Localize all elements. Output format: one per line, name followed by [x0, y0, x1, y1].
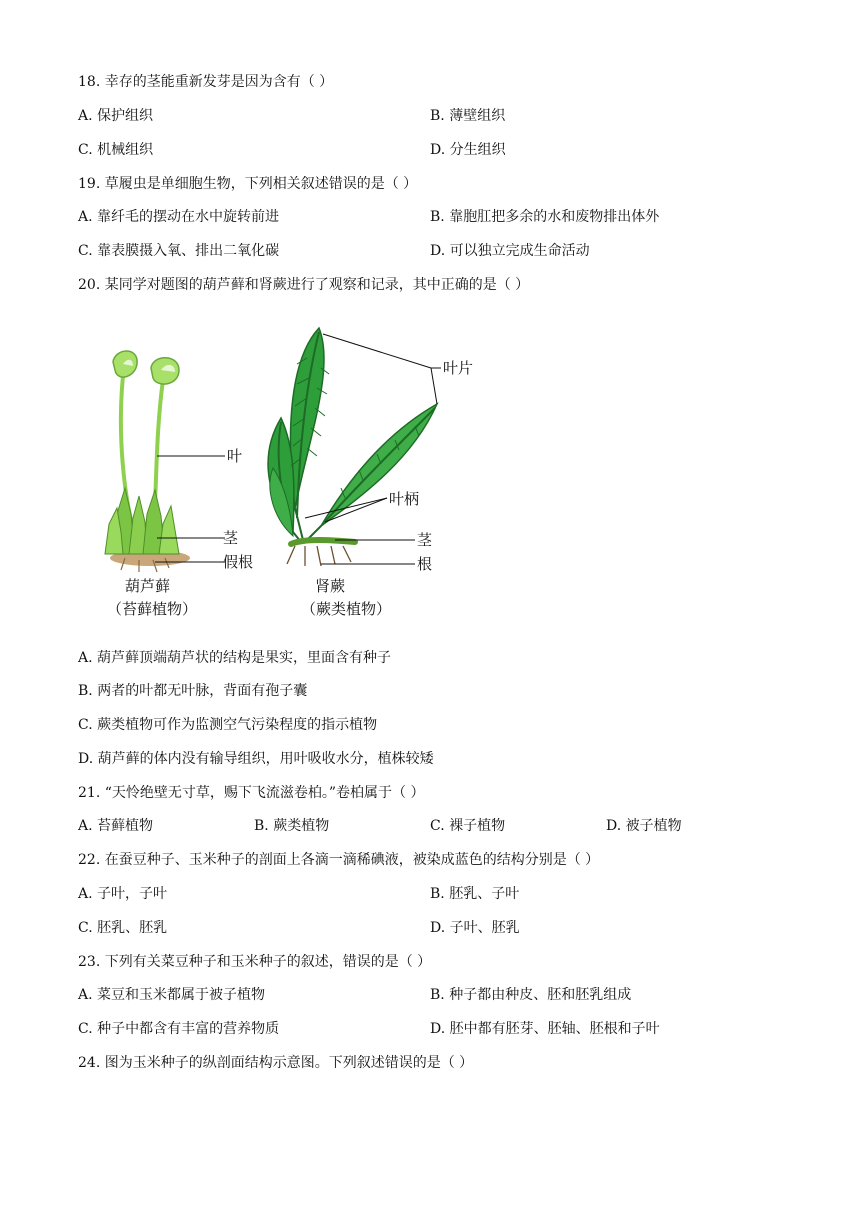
q18-option-a[interactable]: A. 保护组织: [78, 108, 154, 124]
q21-stem: 21. “天怜绝壁无寸草，赐下飞流滋卷柏。”卷柏属于（ ）: [78, 785, 425, 801]
q21-option-b[interactable]: B. 蕨类植物: [254, 818, 330, 834]
q23-option-b[interactable]: B. 种子都由种皮、胚和胚乳组成: [430, 987, 632, 1003]
q19-option-c[interactable]: C. 靠表膜摄入氧、排出二氧化碳: [78, 243, 280, 259]
q21-option-d[interactable]: D. 被子植物: [606, 818, 682, 834]
q18-stem: 18. 幸存的茎能重新发芽是因为含有（ ）: [78, 74, 334, 90]
fern-label-blade: 叶片: [443, 359, 474, 377]
moss-label-rhizoid: 假根: [223, 553, 254, 571]
q20-option-b[interactable]: B. 两者的叶都无叶脉，背面有孢子囊: [78, 683, 308, 699]
q22-option-b[interactable]: B. 胚乳、子叶: [430, 886, 520, 902]
fern-illustration: [268, 328, 437, 566]
q20-option-d[interactable]: D. 葫芦藓的体内没有输导组织，用叶吸收水分，植株较矮: [78, 751, 434, 767]
moss-caption: 葫芦藓: [125, 577, 171, 595]
q20-option-a[interactable]: A. 葫芦藓顶端葫芦状的结构是果实，里面含有种子: [78, 650, 392, 666]
q21-option-c[interactable]: C. 裸子植物: [430, 818, 506, 834]
q22-option-c[interactable]: C. 胚乳、胚乳: [78, 920, 168, 936]
fern-label-root: 根: [417, 555, 433, 573]
q23-option-a[interactable]: A. 菜豆和玉米都属于被子植物: [78, 987, 266, 1003]
q18-option-b[interactable]: B. 薄壁组织: [430, 108, 506, 124]
q23-option-c[interactable]: C. 种子中都含有丰富的营养物质: [78, 1021, 280, 1037]
q20-option-c[interactable]: C. 蕨类植物可作为监测空气污染程度的指示植物: [78, 717, 378, 733]
q24-stem: 24. 图为玉米种子的纵剖面结构示意图。下列叙述错误的是（ ）: [78, 1055, 474, 1071]
moss-label-stem: 茎: [223, 529, 239, 547]
q20-stem: 20. 某同学对题图的葫芦藓和肾蕨进行了观察和记录，其中正确的是（ ）: [78, 277, 530, 293]
q21-option-a[interactable]: A. 苔藓植物: [78, 818, 154, 834]
fern-label-stem: 茎: [417, 531, 433, 549]
q19-stem: 19. 草履虫是单细胞生物，下列相关叙述错误的是（ ）: [78, 176, 418, 192]
q23-option-d[interactable]: D. 胚中都有胚芽、胚轴、胚根和子叶: [430, 1021, 660, 1037]
moss-fern-figure: [95, 318, 495, 628]
q23-stem: 23. 下列有关菜豆种子和玉米种子的叙述，错误的是（ ）: [78, 954, 432, 970]
moss-group-caption: （苔藓植物）: [107, 600, 198, 618]
fern-label-petiole: 叶柄: [389, 490, 420, 508]
fern-group-caption: （蕨类植物）: [301, 600, 392, 618]
fern-caption: 肾蕨: [315, 577, 346, 595]
q22-option-d[interactable]: D. 子叶、胚乳: [430, 920, 520, 936]
moss-label-leaf: 叶: [227, 447, 243, 465]
moss-illustration: [105, 351, 190, 572]
q22-option-a[interactable]: A. 子叶，子叶: [78, 886, 168, 902]
q18-option-c[interactable]: C. 机械组织: [78, 142, 154, 158]
q18-option-d[interactable]: D. 分生组织: [430, 142, 506, 158]
q19-option-a[interactable]: A. 靠纤毛的摆动在水中旋转前进: [78, 209, 280, 225]
q22-stem: 22. 在蚕豆种子、玉米种子的剖面上各滴一滴稀碘液，被染成蓝色的结构分别是（ ）: [78, 852, 600, 868]
q19-option-b[interactable]: B. 靠胞肛把多余的水和废物排出体外: [430, 209, 660, 225]
q19-option-d[interactable]: D. 可以独立完成生命活动: [430, 243, 590, 259]
